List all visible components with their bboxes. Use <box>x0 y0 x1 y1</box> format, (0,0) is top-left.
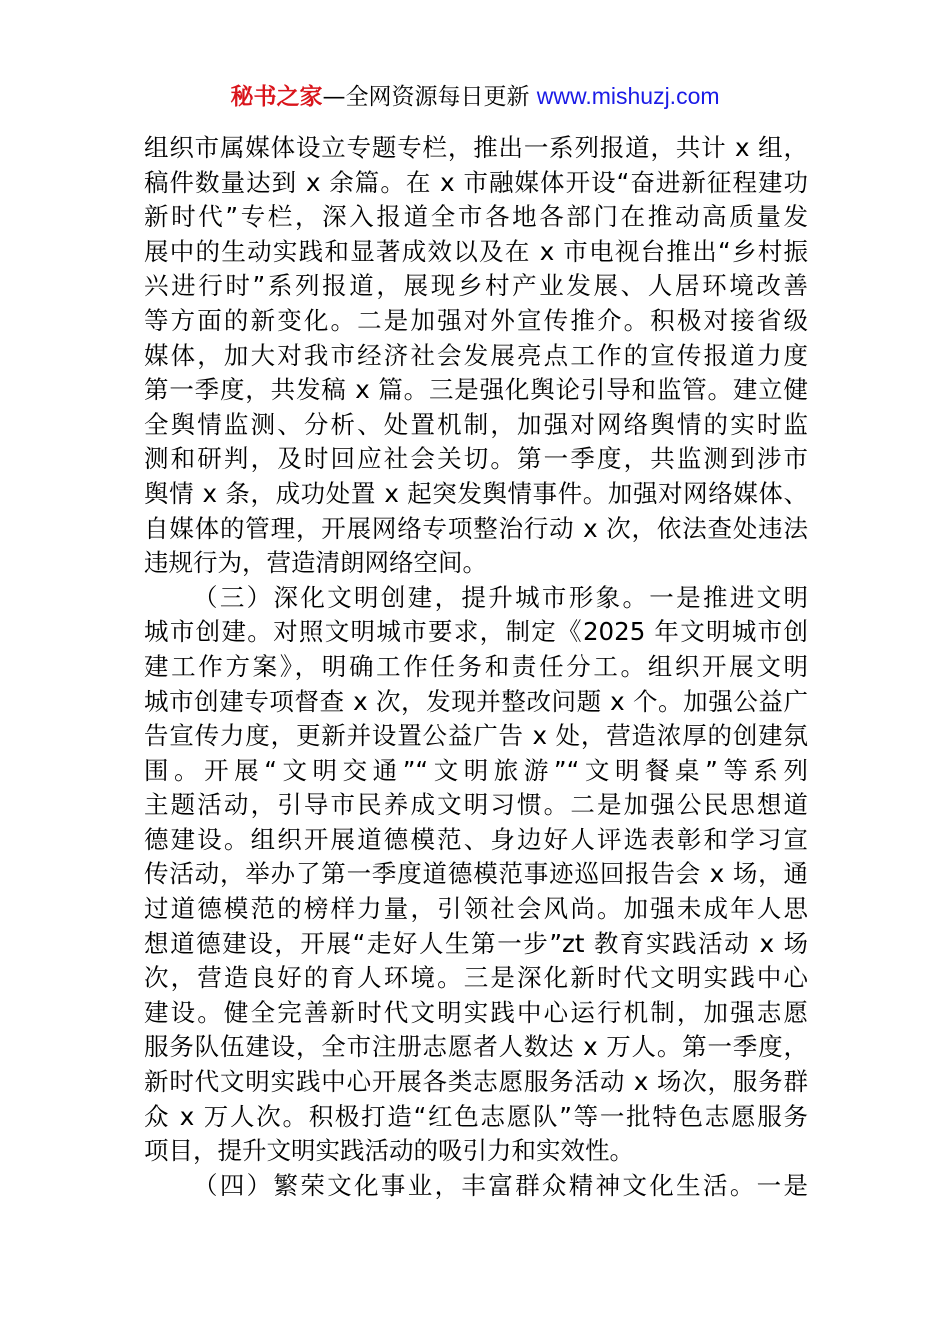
section-heading-line: （三）深化文明创建，提升城市形象。一是推进文明 <box>193 582 808 612</box>
banner-separator: — <box>322 84 346 110</box>
text-line: 主题活动，引导市民养成文明习惯。二是加强公民思想道 <box>144 790 808 820</box>
site-brand: 秘书之家 <box>230 84 323 110</box>
text-line: 次，营造良好的育人环境。三是深化新时代文明实践中心 <box>144 963 808 993</box>
text-line: 围。开展“文明交通”“文明旅游”“文明餐桌”等系列 <box>144 755 808 785</box>
paragraph-last-line: 项目，提升文明实践活动的吸引力和实效性。 <box>144 1136 634 1166</box>
section-heading-line: （四）繁荣文化事业，丰富群众精神文化生活。一是 <box>193 1170 808 1200</box>
text-line: 新时代文明实践中心开展各类志愿服务活动 x 场次，服务群 <box>144 1067 808 1097</box>
text-line: 城市创建专项督查 x 次，发现并整改问题 x 个。加强公益广 <box>144 686 808 716</box>
text-line: 告宣传力度，更新并设置公益广告 x 处，营造浓厚的创建氛 <box>144 721 808 751</box>
text-line: 展中的生动实践和显著成效以及在 x 市电视台推出“乡村振 <box>144 236 808 266</box>
text-line: 建工作方案》，明确工作任务和责任分工。组织开展文明 <box>144 651 808 681</box>
site-url-link[interactable]: www.mishuzj.com <box>536 83 720 109</box>
text-line: 全舆情监测、分析、处置机制，加强对网络舆情的实时监 <box>144 409 808 439</box>
text-line: 建设。健全完善新时代文明实践中心运行机制，加强志愿 <box>144 997 808 1027</box>
text-line: 新时代”专栏，深入报道全市各地各部门在推动高质量发 <box>144 202 808 232</box>
document-body <box>144 131 808 1203</box>
text-line: 组织市属媒体设立专题专栏，推出一系列报道，共计 x 组， <box>144 133 808 162</box>
paragraph-last-line: 违规行为，营造清朗网络空间。 <box>144 548 487 578</box>
text-line: 媒体，加大对我市经济社会发展亮点工作的宣传报道力度 <box>144 340 808 370</box>
text-line: 等方面的新变化。二是加强对外宣传推介。积极对接省级 <box>144 305 808 335</box>
text-line: 想道德建设，开展“走好人生第一步”zt 教育实践活动 x 场 <box>144 928 808 958</box>
site-tagline: 全网资源每日更新 <box>345 84 530 110</box>
text-line: 测和研判，及时回应社会关切。第一季度，共监测到涉市 <box>144 444 808 474</box>
text-line: 第一季度，共发稿 x 篇。三是强化舆论引导和监管。建立健 <box>144 375 808 405</box>
text-line: 德建设。组织开展道德模范、身边好人评选表彰和学习宣 <box>144 824 808 854</box>
text-line: 过道德模范的榜样力量，引领社会风尚。加强未成年人思 <box>144 894 808 924</box>
text-line: 城市创建。对照文明城市要求，制定《2025 年文明城市创 <box>144 617 808 647</box>
text-line: 众 x 万人次。积极打造“红色志愿队”等一批特色志愿服务 <box>144 1101 808 1131</box>
text-line: 兴进行时”系列报道，展现乡村产业发展、人居环境改善 <box>144 271 808 301</box>
text-line: 传活动，举办了第一季度道德模范事迹巡回报告会 x 场，通 <box>144 859 808 889</box>
text-line: 稿件数量达到 x 余篇。在 x 市融媒体开设“奋进新征程建功 <box>144 167 808 197</box>
text-line: 自媒体的管理，开展网络专项整治行动 x 次，依法查处违法 <box>144 513 808 543</box>
site-banner <box>0 80 950 113</box>
text-line: 服务队伍建设，全市注册志愿者人数达 x 万人。第一季度， <box>144 1032 808 1062</box>
text-line: 舆情 x 条，成功处置 x 起突发舆情事件。加强对网络媒体、 <box>144 478 808 508</box>
